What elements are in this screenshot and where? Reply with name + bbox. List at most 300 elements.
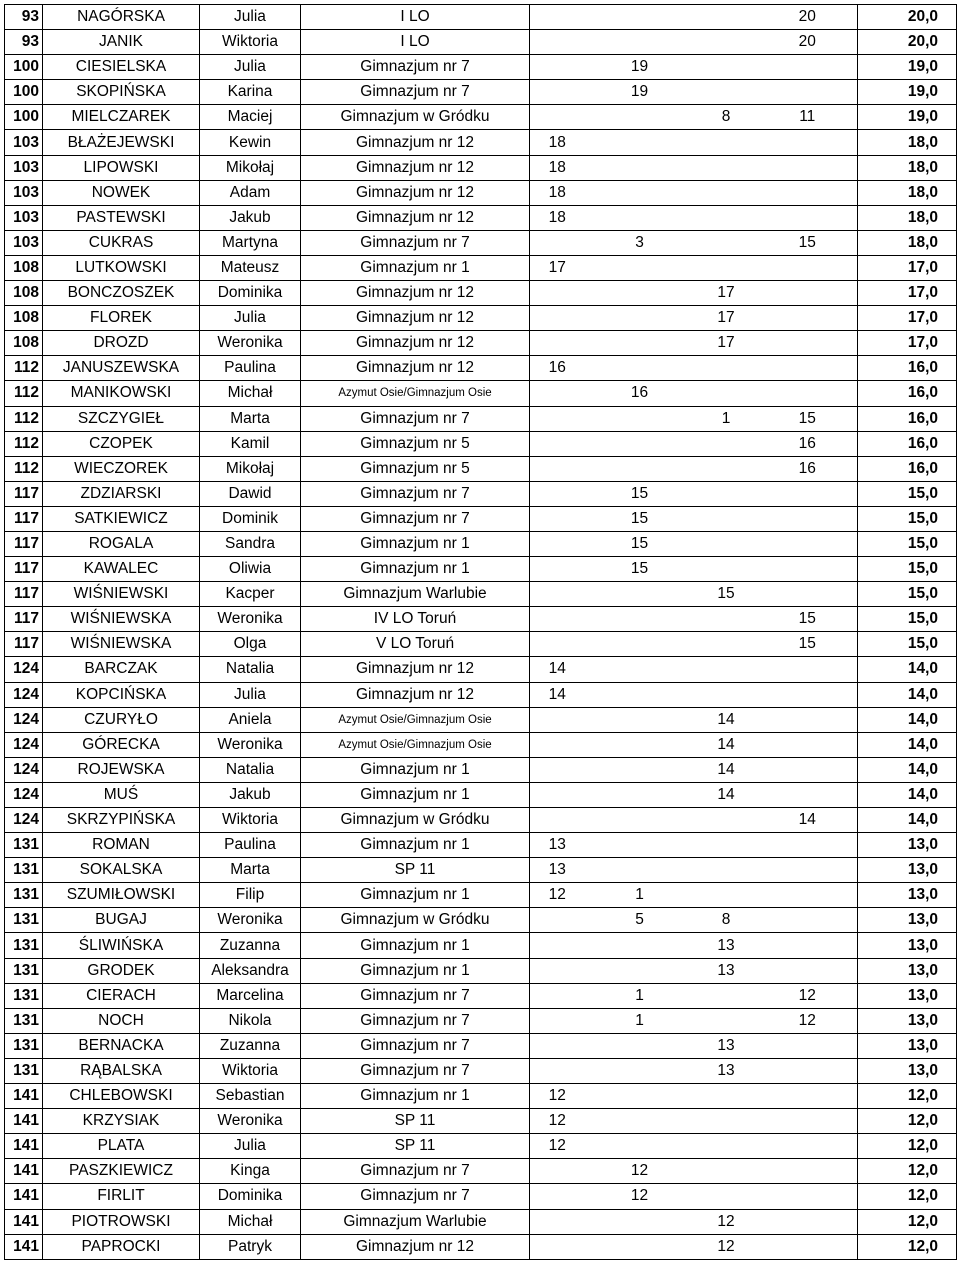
- total-points-cell: 17,0: [858, 306, 957, 331]
- stage-3-points-cell: [695, 682, 758, 707]
- stage-3-points-cell: 14: [695, 782, 758, 807]
- stage-4-points-cell: [758, 281, 858, 306]
- surname-cell: ROMAN: [43, 833, 200, 858]
- surname-cell: KRZYSIAK: [43, 1109, 200, 1134]
- table-row: [5, 406, 957, 431]
- first-name-cell: Julia: [200, 306, 301, 331]
- stage-3-points-cell: [695, 883, 758, 908]
- stage-4-points-cell: [758, 506, 858, 531]
- stage-1-points-cell: [530, 582, 585, 607]
- stage-2-points-cell: 12: [585, 1159, 695, 1184]
- stage-4-points-cell: 11: [758, 105, 858, 130]
- total-points-cell: 18,0: [858, 155, 957, 180]
- rank-cell: 100: [5, 105, 43, 130]
- stage-1-points-cell: 18: [530, 130, 585, 155]
- table-row: [5, 707, 957, 732]
- table-row: [5, 983, 957, 1008]
- stage-3-points-cell: 8: [695, 908, 758, 933]
- stage-4-points-cell: [758, 180, 858, 205]
- first-name-cell: Julia: [200, 55, 301, 80]
- stage-2-points-cell: [585, 958, 695, 983]
- total-points-cell: 13,0: [858, 1033, 957, 1058]
- stage-2-points-cell: [585, 858, 695, 883]
- stage-3-points-cell: [695, 456, 758, 481]
- school-cell: Gimnazjum nr 1: [301, 958, 530, 983]
- first-name-cell: Natalia: [200, 657, 301, 682]
- total-points-cell: 17,0: [858, 331, 957, 356]
- first-name-cell: Marta: [200, 858, 301, 883]
- table-row: [5, 958, 957, 983]
- rank-cell: 103: [5, 130, 43, 155]
- stage-4-points-cell: [758, 255, 858, 280]
- stage-3-points-cell: [695, 1184, 758, 1209]
- school-cell: Gimnazjum nr 12: [301, 130, 530, 155]
- stage-4-points-cell: 14: [758, 808, 858, 833]
- stage-3-points-cell: 1: [695, 406, 758, 431]
- stage-1-points-cell: 14: [530, 657, 585, 682]
- table-row: [5, 130, 957, 155]
- total-points-cell: 18,0: [858, 180, 957, 205]
- surname-cell: LUTKOWSKI: [43, 255, 200, 280]
- total-points-cell: 18,0: [858, 230, 957, 255]
- total-points-cell: 12,0: [858, 1184, 957, 1209]
- stage-3-points-cell: 17: [695, 306, 758, 331]
- total-points-cell: 12,0: [858, 1109, 957, 1134]
- school-cell: I LO: [301, 5, 530, 30]
- stage-4-points-cell: [758, 1109, 858, 1134]
- rank-cell: 141: [5, 1084, 43, 1109]
- table-row: [5, 833, 957, 858]
- school-cell: Gimnazjum nr 12: [301, 281, 530, 306]
- stage-1-points-cell: [530, 230, 585, 255]
- stage-1-points-cell: [530, 5, 585, 30]
- table-row: [5, 456, 957, 481]
- rank-cell: 108: [5, 255, 43, 280]
- surname-cell: PIOTROWSKI: [43, 1209, 200, 1234]
- rank-cell: 131: [5, 933, 43, 958]
- stage-4-points-cell: [758, 707, 858, 732]
- table-row: [5, 1134, 957, 1159]
- stage-3-points-cell: [695, 155, 758, 180]
- school-cell: IV LO Toruń: [301, 607, 530, 632]
- stage-4-points-cell: [758, 657, 858, 682]
- stage-2-points-cell: [585, 657, 695, 682]
- first-name-cell: Aniela: [200, 707, 301, 732]
- rank-cell: 131: [5, 858, 43, 883]
- first-name-cell: Adam: [200, 180, 301, 205]
- rank-cell: 103: [5, 205, 43, 230]
- rank-cell: 124: [5, 757, 43, 782]
- stage-3-points-cell: [695, 180, 758, 205]
- school-cell: Gimnazjum nr 12: [301, 1234, 530, 1259]
- table-row: [5, 255, 957, 280]
- stage-3-points-cell: 17: [695, 331, 758, 356]
- stage-1-points-cell: 13: [530, 833, 585, 858]
- stage-4-points-cell: 16: [758, 431, 858, 456]
- stage-4-points-cell: [758, 958, 858, 983]
- rank-cell: 117: [5, 632, 43, 657]
- stage-2-points-cell: [585, 356, 695, 381]
- total-points-cell: 16,0: [858, 381, 957, 406]
- stage-1-points-cell: [530, 506, 585, 531]
- first-name-cell: Julia: [200, 1134, 301, 1159]
- school-cell: Gimnazjum nr 7: [301, 230, 530, 255]
- stage-4-points-cell: 15: [758, 632, 858, 657]
- total-points-cell: 14,0: [858, 732, 957, 757]
- rank-cell: 124: [5, 732, 43, 757]
- stage-1-points-cell: [530, 331, 585, 356]
- stage-1-points-cell: [530, 1234, 585, 1259]
- surname-cell: JANUSZEWSKA: [43, 356, 200, 381]
- stage-3-points-cell: 13: [695, 933, 758, 958]
- table-row: [5, 858, 957, 883]
- first-name-cell: Zuzanna: [200, 1033, 301, 1058]
- rank-cell: 131: [5, 883, 43, 908]
- first-name-cell: Weronika: [200, 732, 301, 757]
- stage-4-points-cell: 15: [758, 406, 858, 431]
- surname-cell: GÓRECKA: [43, 732, 200, 757]
- stage-4-points-cell: [758, 1209, 858, 1234]
- first-name-cell: Weronika: [200, 331, 301, 356]
- school-cell: Gimnazjum nr 1: [301, 782, 530, 807]
- stage-2-points-cell: [585, 431, 695, 456]
- stage-3-points-cell: [695, 557, 758, 582]
- stage-2-points-cell: [585, 281, 695, 306]
- surname-cell: SKOPIŃSKA: [43, 80, 200, 105]
- stage-2-points-cell: [585, 306, 695, 331]
- stage-1-points-cell: 17: [530, 255, 585, 280]
- first-name-cell: Dominik: [200, 506, 301, 531]
- total-points-cell: 13,0: [858, 833, 957, 858]
- first-name-cell: Dominika: [200, 281, 301, 306]
- stage-2-points-cell: [585, 406, 695, 431]
- table-row: [5, 1008, 957, 1033]
- stage-1-points-cell: [530, 607, 585, 632]
- stage-4-points-cell: [758, 155, 858, 180]
- total-points-cell: 19,0: [858, 55, 957, 80]
- surname-cell: CZOPEK: [43, 431, 200, 456]
- rank-cell: 124: [5, 782, 43, 807]
- stage-2-points-cell: [585, 1209, 695, 1234]
- school-cell: Gimnazjum nr 7: [301, 1033, 530, 1058]
- total-points-cell: 12,0: [858, 1134, 957, 1159]
- table-row: [5, 757, 957, 782]
- stage-1-points-cell: [530, 757, 585, 782]
- table-row: [5, 632, 957, 657]
- school-cell: Azymut Osie/Gimnazjum Osie: [301, 732, 530, 757]
- stage-3-points-cell: [695, 983, 758, 1008]
- stage-2-points-cell: [585, 808, 695, 833]
- stage-2-points-cell: [585, 757, 695, 782]
- surname-cell: PASZKIEWICZ: [43, 1159, 200, 1184]
- stage-2-points-cell: [585, 1084, 695, 1109]
- stage-1-points-cell: [530, 381, 585, 406]
- rank-cell: 93: [5, 30, 43, 55]
- surname-cell: WIŚNIEWSKA: [43, 607, 200, 632]
- surname-cell: CZURYŁO: [43, 707, 200, 732]
- stage-1-points-cell: [530, 1008, 585, 1033]
- surname-cell: PLATA: [43, 1134, 200, 1159]
- stage-2-points-cell: 1: [585, 883, 695, 908]
- rank-cell: 100: [5, 80, 43, 105]
- rank-cell: 108: [5, 306, 43, 331]
- first-name-cell: Kewin: [200, 130, 301, 155]
- stage-3-points-cell: [695, 1159, 758, 1184]
- stage-3-points-cell: 12: [695, 1234, 758, 1259]
- total-points-cell: 13,0: [858, 958, 957, 983]
- table-row: [5, 281, 957, 306]
- stage-3-points-cell: [695, 30, 758, 55]
- surname-cell: SZUMIŁOWSKI: [43, 883, 200, 908]
- first-name-cell: Sandra: [200, 531, 301, 556]
- stage-2-points-cell: [585, 130, 695, 155]
- surname-cell: CIERACH: [43, 983, 200, 1008]
- stage-4-points-cell: [758, 331, 858, 356]
- surname-cell: BERNACKA: [43, 1033, 200, 1058]
- rank-cell: 131: [5, 1058, 43, 1083]
- stage-4-points-cell: [758, 933, 858, 958]
- table-row: [5, 105, 957, 130]
- stage-3-points-cell: [695, 1084, 758, 1109]
- surname-cell: CUKRAS: [43, 230, 200, 255]
- stage-2-points-cell: 19: [585, 55, 695, 80]
- total-points-cell: 13,0: [858, 1058, 957, 1083]
- table-row: [5, 180, 957, 205]
- first-name-cell: Wiktoria: [200, 1058, 301, 1083]
- first-name-cell: Filip: [200, 883, 301, 908]
- stage-3-points-cell: [695, 431, 758, 456]
- stage-1-points-cell: [530, 983, 585, 1008]
- first-name-cell: Mikołaj: [200, 456, 301, 481]
- table-row: [5, 808, 957, 833]
- stage-3-points-cell: [695, 1109, 758, 1134]
- rank-cell: 103: [5, 180, 43, 205]
- stage-1-points-cell: [530, 707, 585, 732]
- surname-cell: KOPCIŃSKA: [43, 682, 200, 707]
- rank-cell: 131: [5, 983, 43, 1008]
- total-points-cell: 17,0: [858, 255, 957, 280]
- table-row: [5, 306, 957, 331]
- school-cell: Gimnazjum nr 7: [301, 1184, 530, 1209]
- surname-cell: BŁAŻEJEWSKI: [43, 130, 200, 155]
- first-name-cell: Kacper: [200, 582, 301, 607]
- stage-4-points-cell: [758, 833, 858, 858]
- stage-3-points-cell: 12: [695, 1209, 758, 1234]
- stage-3-points-cell: [695, 808, 758, 833]
- stage-1-points-cell: [530, 1033, 585, 1058]
- first-name-cell: Oliwia: [200, 557, 301, 582]
- stage-2-points-cell: [585, 205, 695, 230]
- surname-cell: ŚLIWIŃSKA: [43, 933, 200, 958]
- stage-4-points-cell: [758, 306, 858, 331]
- rank-cell: 117: [5, 557, 43, 582]
- stage-1-points-cell: [530, 306, 585, 331]
- stage-4-points-cell: [758, 883, 858, 908]
- stage-1-points-cell: 16: [530, 356, 585, 381]
- rank-cell: 124: [5, 682, 43, 707]
- total-points-cell: 20,0: [858, 30, 957, 55]
- stage-3-points-cell: [695, 5, 758, 30]
- school-cell: Gimnazjum nr 12: [301, 682, 530, 707]
- surname-cell: NOCH: [43, 1008, 200, 1033]
- school-cell: Gimnazjum nr 7: [301, 80, 530, 105]
- surname-cell: ZDZIARSKI: [43, 481, 200, 506]
- stage-2-points-cell: 3: [585, 230, 695, 255]
- first-name-cell: Maciej: [200, 105, 301, 130]
- rank-cell: 100: [5, 55, 43, 80]
- stage-4-points-cell: [758, 55, 858, 80]
- stage-3-points-cell: 13: [695, 958, 758, 983]
- total-points-cell: 15,0: [858, 557, 957, 582]
- rank-cell: 124: [5, 657, 43, 682]
- total-points-cell: 13,0: [858, 908, 957, 933]
- surname-cell: MUŚ: [43, 782, 200, 807]
- stage-1-points-cell: [530, 481, 585, 506]
- stage-1-points-cell: [530, 908, 585, 933]
- surname-cell: JANIK: [43, 30, 200, 55]
- stage-1-points-cell: 18: [530, 205, 585, 230]
- rank-cell: 112: [5, 356, 43, 381]
- school-cell: SP 11: [301, 1109, 530, 1134]
- first-name-cell: Patryk: [200, 1234, 301, 1259]
- stage-3-points-cell: 14: [695, 707, 758, 732]
- rank-cell: 141: [5, 1134, 43, 1159]
- stage-2-points-cell: [585, 782, 695, 807]
- table-row: [5, 782, 957, 807]
- stage-1-points-cell: [530, 632, 585, 657]
- first-name-cell: Jakub: [200, 782, 301, 807]
- total-points-cell: 19,0: [858, 80, 957, 105]
- rank-cell: 131: [5, 1008, 43, 1033]
- stage-2-points-cell: [585, 255, 695, 280]
- surname-cell: CIESIELSKA: [43, 55, 200, 80]
- stage-3-points-cell: [695, 80, 758, 105]
- stage-2-points-cell: [585, 582, 695, 607]
- school-cell: Gimnazjum nr 5: [301, 431, 530, 456]
- table-row: [5, 5, 957, 30]
- school-cell: Gimnazjum nr 12: [301, 657, 530, 682]
- stage-4-points-cell: [758, 557, 858, 582]
- stage-4-points-cell: [758, 757, 858, 782]
- stage-4-points-cell: [758, 1159, 858, 1184]
- total-points-cell: 18,0: [858, 130, 957, 155]
- total-points-cell: 14,0: [858, 657, 957, 682]
- total-points-cell: 15,0: [858, 607, 957, 632]
- surname-cell: PASTEWSKI: [43, 205, 200, 230]
- stage-3-points-cell: [695, 531, 758, 556]
- stage-1-points-cell: [530, 406, 585, 431]
- school-cell: Gimnazjum nr 12: [301, 180, 530, 205]
- rank-cell: 108: [5, 281, 43, 306]
- stage-2-points-cell: [585, 105, 695, 130]
- first-name-cell: Weronika: [200, 908, 301, 933]
- table-row: [5, 481, 957, 506]
- stage-4-points-cell: 16: [758, 456, 858, 481]
- rank-cell: 141: [5, 1209, 43, 1234]
- rank-cell: 131: [5, 958, 43, 983]
- school-cell: Gimnazjum nr 1: [301, 255, 530, 280]
- stage-2-points-cell: [585, 707, 695, 732]
- rank-cell: 112: [5, 381, 43, 406]
- table-row: [5, 883, 957, 908]
- stage-3-points-cell: [695, 130, 758, 155]
- school-cell: Gimnazjum nr 1: [301, 1084, 530, 1109]
- stage-4-points-cell: [758, 1033, 858, 1058]
- stage-3-points-cell: [695, 506, 758, 531]
- surname-cell: BARCZAK: [43, 657, 200, 682]
- surname-cell: BONCZOSZEK: [43, 281, 200, 306]
- stage-2-points-cell: 19: [585, 80, 695, 105]
- first-name-cell: Kinga: [200, 1159, 301, 1184]
- stage-2-points-cell: [585, 632, 695, 657]
- stage-1-points-cell: 12: [530, 1109, 585, 1134]
- surname-cell: SKRZYPIŃSKA: [43, 808, 200, 833]
- surname-cell: NOWEK: [43, 180, 200, 205]
- first-name-cell: Kamil: [200, 431, 301, 456]
- stage-4-points-cell: [758, 481, 858, 506]
- surname-cell: MANIKOWSKI: [43, 381, 200, 406]
- stage-3-points-cell: [695, 657, 758, 682]
- stage-4-points-cell: [758, 1234, 858, 1259]
- stage-4-points-cell: 12: [758, 1008, 858, 1033]
- school-cell: Gimnazjum nr 12: [301, 205, 530, 230]
- total-points-cell: 15,0: [858, 531, 957, 556]
- stage-2-points-cell: [585, 331, 695, 356]
- stage-4-points-cell: [758, 356, 858, 381]
- school-cell: Gimnazjum nr 1: [301, 757, 530, 782]
- table-row: [5, 431, 957, 456]
- first-name-cell: Marta: [200, 406, 301, 431]
- stage-1-points-cell: [530, 958, 585, 983]
- stage-2-points-cell: [585, 1058, 695, 1083]
- stage-1-points-cell: [530, 105, 585, 130]
- first-name-cell: Marcelina: [200, 983, 301, 1008]
- rank-cell: 141: [5, 1234, 43, 1259]
- stage-2-points-cell: [585, 1033, 695, 1058]
- school-cell: Gimnazjum nr 7: [301, 55, 530, 80]
- surname-cell: FIRLIT: [43, 1184, 200, 1209]
- surname-cell: WIŚNIEWSKI: [43, 582, 200, 607]
- school-cell: SP 11: [301, 858, 530, 883]
- school-cell: Gimnazjum nr 7: [301, 481, 530, 506]
- stage-2-points-cell: [585, 1134, 695, 1159]
- total-points-cell: 14,0: [858, 707, 957, 732]
- school-cell: Gimnazjum Warlubie: [301, 582, 530, 607]
- total-points-cell: 20,0: [858, 5, 957, 30]
- school-cell: Gimnazjum nr 7: [301, 1058, 530, 1083]
- stage-4-points-cell: 20: [758, 30, 858, 55]
- school-cell: Azymut Osie/Gimnazjum Osie: [301, 707, 530, 732]
- table-row: [5, 682, 957, 707]
- stage-4-points-cell: [758, 582, 858, 607]
- first-name-cell: Paulina: [200, 833, 301, 858]
- stage-1-points-cell: [530, 281, 585, 306]
- stage-1-points-cell: [530, 933, 585, 958]
- stage-2-points-cell: [585, 833, 695, 858]
- table-row: [5, 80, 957, 105]
- school-cell: I LO: [301, 30, 530, 55]
- total-points-cell: 13,0: [858, 883, 957, 908]
- first-name-cell: Mateusz: [200, 255, 301, 280]
- stage-2-points-cell: 16: [585, 381, 695, 406]
- stage-2-points-cell: [585, 456, 695, 481]
- stage-1-points-cell: 12: [530, 1134, 585, 1159]
- total-points-cell: 12,0: [858, 1084, 957, 1109]
- stage-4-points-cell: [758, 1184, 858, 1209]
- surname-cell: BUGAJ: [43, 908, 200, 933]
- surname-cell: RĄBALSKA: [43, 1058, 200, 1083]
- stage-4-points-cell: [758, 381, 858, 406]
